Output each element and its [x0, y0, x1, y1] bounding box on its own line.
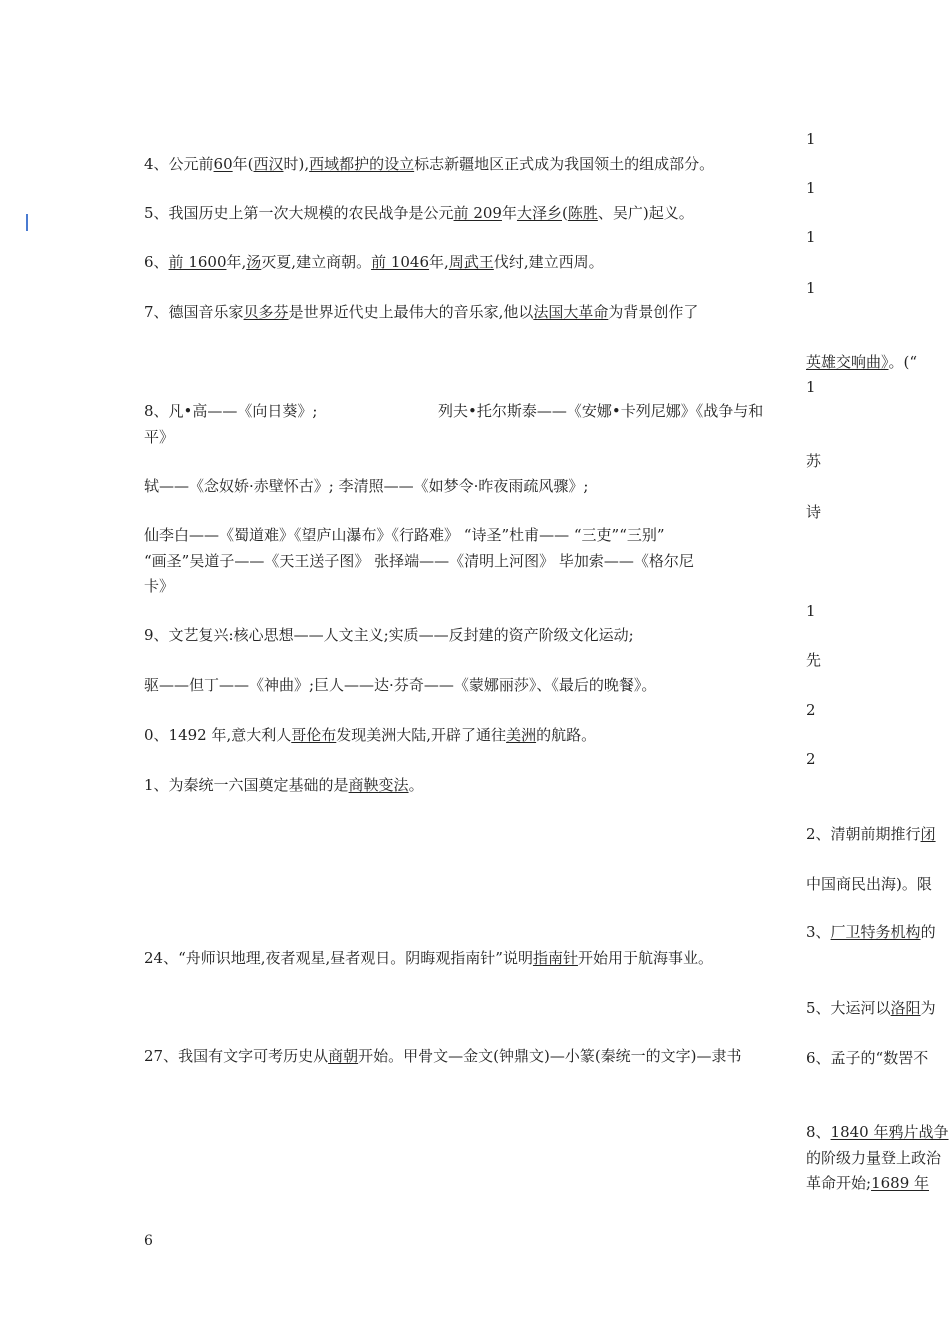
line-item-27: 27、我国有文字可考历史从商朝开始。甲骨文—金文(钟鼎文)—小篆(秦统一的文字)—隶书 [144, 1047, 742, 1065]
right-number: 1 [806, 602, 816, 620]
right-line-25: 5、大运河以洛阳为 [806, 999, 936, 1017]
text-cursor [26, 214, 28, 231]
line-item-24: 24、“舟师识地理,夜者观星,昼者观日。阴晦观指南针”说明指南针开始用于航海事业。 [144, 949, 713, 967]
line-item-5: 5、我国历史上第一次大规模的农民战争是公元前 209年大泽乡(陈胜、吴广)起义。 [144, 204, 694, 222]
right-char-su: 苏 [806, 452, 822, 470]
right-number: 1 [806, 279, 816, 297]
line-item-8-e: 仙李白——《蜀道难》《望庐山瀑布》《行路难》 “诗圣”杜甫—— “三吏”“三别” [144, 526, 665, 544]
right-line-28-c: 革命开始;1689 年 [806, 1174, 930, 1192]
line-item-8-c: 平》 [144, 428, 175, 446]
right-char-xian: 先 [806, 651, 822, 669]
line-item-7: 7、德国音乐家贝多芬是世界近代史上最伟大的音乐家,他以法国大革命为背景创作了 [144, 303, 699, 321]
page-number: 6 [144, 1233, 153, 1249]
line-item-20: 0、1492 年,意大利人哥伦布发现美洲大陆,开辟了通往美洲的航路。 [144, 726, 597, 744]
right-number: 2 [806, 701, 816, 719]
right-line-28: 8、1840 年鸦片战争 [806, 1123, 949, 1141]
line-item-9-a: 9、文艺复兴:核心思想——人文主义;实质——反封建的资产阶级文化运动; [144, 626, 634, 644]
right-number: 2 [806, 750, 816, 768]
right-number: 1 [806, 130, 816, 148]
line-item-8-b: 列夫•托尔斯泰——《安娜•卡列尼娜》《战争与和 [438, 402, 764, 420]
right-line-28-b: 的阶级力量登上政治 [806, 1149, 942, 1167]
line-item-6: 6、前 1600年,汤灭夏,建立商朝。前 1046年,周武王伐纣,建立西周。 [144, 253, 604, 271]
line-item-8-f: “画圣”吴道子——《天王送子图》 张择端——《清明上河图》 毕加索——《格尔尼 [144, 552, 694, 570]
line-item-8-d: 轼——《念奴娇·赤壁怀古》; 李清照——《如梦令·昨夜雨疏风骤》; [144, 477, 589, 495]
right-number: 1 [806, 378, 816, 396]
right-line-22: 2、清朝前期推行闭 [806, 825, 936, 843]
right-number: 1 [806, 179, 816, 197]
right-line-22-b: 中国商民出海)。限 [806, 875, 932, 893]
right-line-23: 3、厂卫特务机构的 [806, 923, 936, 941]
line-item-21: 1、为秦统一六国奠定基础的是商鞅变法。 [144, 776, 424, 794]
line-item-9-b: 驱——但丁——《神曲》;巨人——达·芬奇——《蒙娜丽莎》、《最后的晚餐》。 [144, 676, 657, 694]
line-item-8-g: 卡》 [144, 577, 175, 595]
right-hero-line: 英雄交响曲》。(“ [806, 353, 918, 371]
right-char-shi: 诗 [806, 503, 822, 521]
line-item-8-a: 8、凡•高——《向日葵》; [144, 402, 318, 420]
line-item-4: 4、公元前60年(西汉时),西域都护的设立标志新疆地区正式成为我国领土的组成部分。 [144, 155, 715, 173]
right-line-26: 6、孟子的“数罟不 [806, 1049, 929, 1067]
right-number: 1 [806, 228, 816, 246]
